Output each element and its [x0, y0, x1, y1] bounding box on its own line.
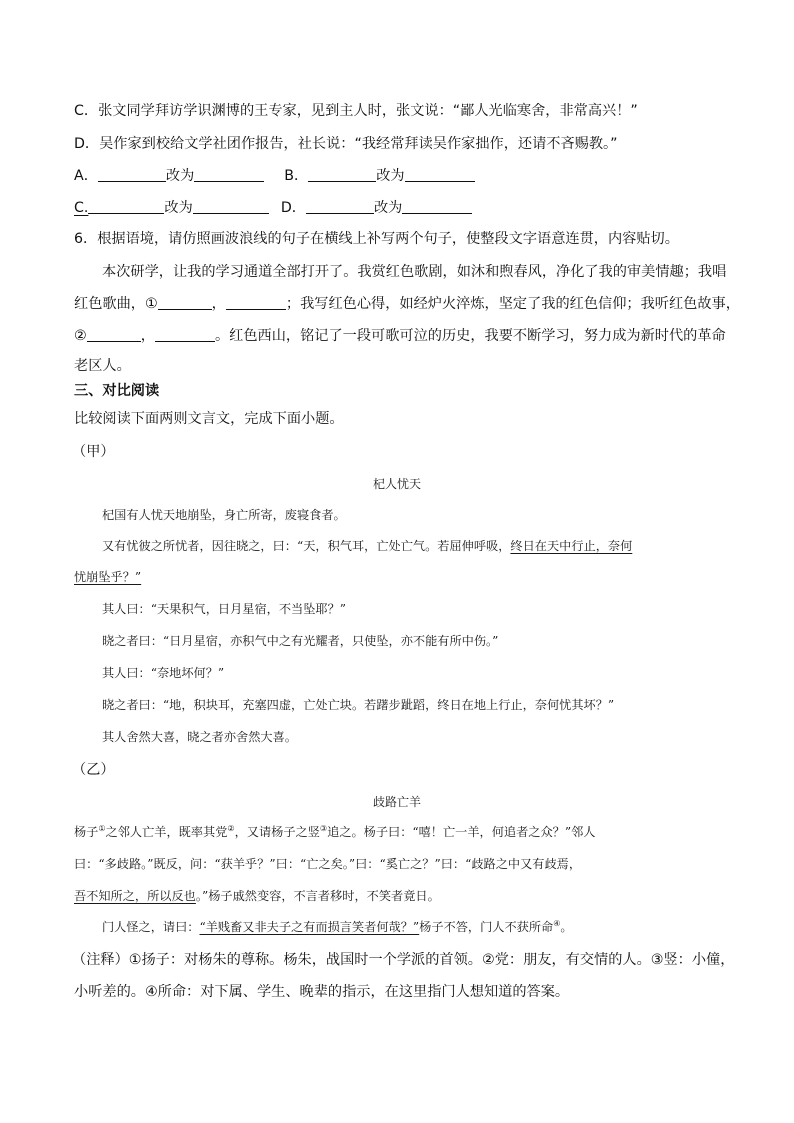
answer-d-original-blank[interactable] — [306, 198, 374, 214]
answer-d-label: D． — [280, 200, 306, 216]
jia-line: 其人曰：“奈地坏何？” — [102, 666, 225, 680]
note-mark: ③ — [319, 823, 328, 833]
text-jia-label: （甲） — [72, 444, 115, 460]
notes-line-2: 小听差的。④所命：对下属、学生、晚辈的指示，在这里指门人想知道的答案。 — [74, 984, 570, 1000]
yi-line: 门人怪之，请曰：“羊贱畜又非夫子之有而损言笑者何哉？”杨子不答，门人不获所命④。 — [102, 918, 573, 934]
underlined-sentence: “羊贱畜又非夫子之有而损言笑者何哉？” — [199, 920, 420, 934]
jia-line: 晓之者曰：“日月星宿，亦积气中之有光耀者，只使坠，亦不能有所中伤。” — [102, 634, 499, 648]
q5-answer-row-2 — [74, 198, 472, 218]
q5-option-c: C．张文同学拜访学识渊博的王专家，见到主人时，张文说：“鄙人光临寒舍，非常高兴！” — [74, 103, 638, 119]
q6-paragraph-line-2: 红色歌曲，① ， ；我写红色心得，如经炉火淬炼，坚定了我的红色信仰；我听红色故事， — [74, 296, 740, 312]
answer-a-revised-blank[interactable] — [194, 166, 264, 182]
jia-line: 晓之者曰：“地，积块耳，充塞四虚，亡处亡块。若躇步跐蹈，终日在地上行止，奈何忧其坏？” — [102, 698, 615, 712]
q5-answer-row-1 — [74, 166, 475, 186]
wavy-underlined-sentence: 终日在天中行止，奈何 — [510, 539, 633, 553]
q5-option-d: D．吴作家到校给文学社团作报告，社长说：“我经常拜读吴作家拙作，还请不吝赐教。” — [74, 136, 618, 152]
change-to-text: 改为 — [373, 200, 403, 216]
note-mark: ① — [98, 823, 106, 833]
q6-paragraph-line-3: ② ， 。红色西山，铭记了一段可歌可泣的历史，我要不断学习，努力成为新时代的革命 — [74, 328, 726, 344]
text-jia-title: 杞人忧天 — [372, 477, 421, 491]
q6-blank-2b[interactable] — [155, 326, 215, 342]
yi-line: 吾不知所之，所以反也。”杨子戚然变容，不言者移时，不笑者竟日。 — [74, 889, 440, 903]
q6-paragraph-line-1: 本次研学，让我的学习通道全部打开了。我赏红色歌剧，如沐和煦春风，净化了我的审美情趣；我唱 — [102, 264, 727, 280]
q6-blank-2a[interactable] — [87, 326, 141, 342]
q6-blank-1b[interactable] — [226, 294, 286, 310]
answer-a-label: A． — [74, 168, 98, 184]
yi-line: 杨子①之邻人亡羊，既率其党②，又请杨子之竖③追之。杨子曰：“嘻！亡一羊，何追者之众？”邻人 — [74, 823, 596, 839]
note-mark: ② — [227, 823, 235, 833]
text-yi-title: 歧路亡羊 — [372, 795, 421, 809]
jia-line: 又有忧彼之所忧者，因往晓之，曰：“天，积气耳，亡处亡气。若屈伸呼吸，终日在天中行止，奈何 — [102, 539, 633, 553]
change-to-text: 改为 — [164, 200, 193, 216]
answer-d-revised-blank[interactable] — [402, 198, 472, 214]
wavy-underlined-sentence-end: 忧崩坠乎？” — [74, 570, 142, 584]
answer-b-original-blank[interactable] — [308, 166, 376, 182]
underlined-sentence: 吾不知所之，所以反也 — [74, 889, 196, 903]
q6-paragraph-line-4: 老区人。 — [74, 358, 131, 374]
answer-b-label: B． — [284, 168, 309, 184]
answer-c-label: C. — [74, 200, 89, 216]
jia-line: 其人曰：“天果积气，日月星宿，不当坠耶？” — [102, 602, 347, 616]
section-instruction: 比较阅读下面两则文言文，完成下面小题。 — [74, 411, 344, 427]
answer-b-revised-blank[interactable] — [405, 166, 475, 182]
note-mark: ④ — [553, 918, 561, 928]
answer-c-revised-blank[interactable] — [193, 198, 269, 214]
text-yi-label: （乙） — [72, 762, 115, 778]
jia-line: 其人舍然大喜，晓之者亦舍然大喜。 — [102, 730, 297, 744]
q6-prompt: 6．根据语境，请仿照画波浪线的句子在横线上补写两个句子，使整段文字语意连贯，内容贴切。 — [74, 231, 679, 247]
section-heading: 三、对比阅读 — [74, 383, 160, 399]
jia-line: 杞国有人忧天地崩坠，身亡所寄，废寝食者。 — [102, 508, 346, 522]
yi-line: 曰：“多歧路。”既反，问：“获羊乎？”曰：“亡之矣。”曰：“奚亡之？”曰：“歧路之中又有歧焉， — [74, 857, 581, 871]
change-to-text: 改为 — [376, 168, 405, 184]
answer-c-original-blank[interactable] — [88, 198, 164, 214]
q6-blank-1a[interactable] — [158, 294, 212, 310]
change-to-text: 改为 — [165, 168, 195, 184]
answer-a-original-blank[interactable] — [98, 166, 166, 182]
jia-line — [74, 568, 141, 586]
notes-line-1: （注释）①扬子：对杨朱的尊称。杨朱，战国时一个学派的首领。②党：朋友，有交情的人。③竖：小僮， — [72, 952, 735, 968]
